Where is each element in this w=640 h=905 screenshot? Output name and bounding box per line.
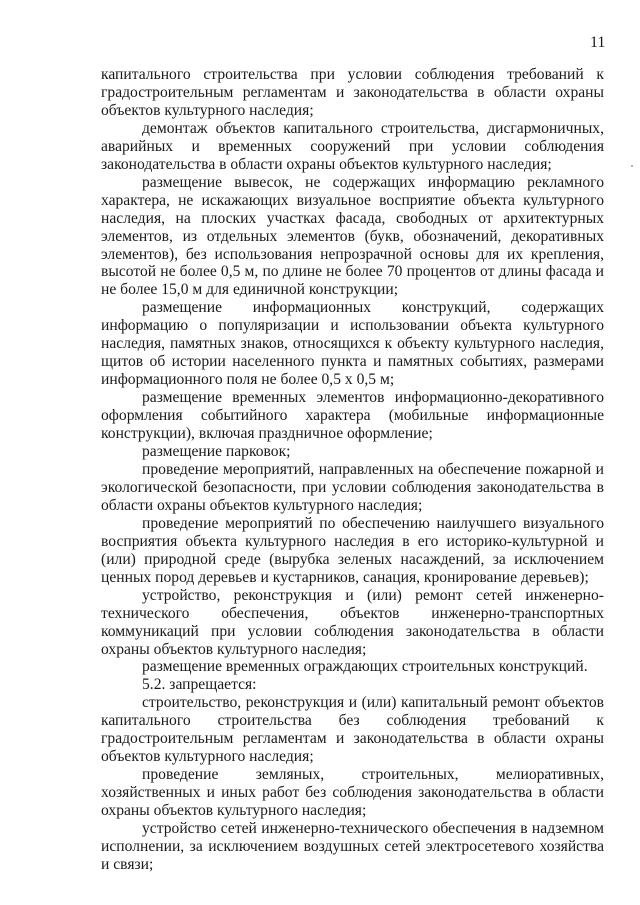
paragraph-capital-construction-continued: капитального строительства при условии соблюдения требований к градостроительным регламентам и законодательства в области охраны объектов культурного наследия; — [101, 66, 604, 119]
document-body — [101, 66, 604, 874]
scan-speck — [631, 165, 633, 167]
paragraph-visual-perception: проведение мероприятий по обеспечению наилучшего визуального восприятия объекта культурного наследия в его историко-культурной и (или) природной среде (вырубка зеленых насаждений, за исключением ценных пород деревьев и кустарников, санация, кронирование деревьев); — [101, 514, 604, 586]
paragraph-engineering-networks: устройство, реконструкция и (или) ремонт сетей инженерно-технического обеспечения, объектов инженерно-транспортных коммуникаций при условии соблюдения законодательства в области охраны объектов культурного наследия; — [101, 586, 604, 658]
page-number: 11 — [590, 34, 606, 51]
paragraph-information-structures: размещение информационных конструкций, содержащих информацию о популяризации и использовании объекта культурного наследия, памятных знаков, относящихся к объекту культурного наследия, щитов об истории населенного пункта и памятных событиях, размерами информационного поля не более 0,5 х 0,5 м; — [101, 299, 604, 389]
paragraph-temporary-fencing: размещение временных ограждающих строительных конструкций. — [142, 658, 588, 676]
paragraph-prohibited-construction: строительство, реконструкция и (или) капитальный ремонт объектов капитального строительства без соблюдения требований к градостроительным регламентам и законодательства в области охраны объектов культурного наследия; — [101, 694, 604, 766]
paragraph-parking: размещение парковок; — [142, 443, 291, 461]
paragraph-prohibited-overhead-networks: устройство сетей инженерно-технического обеспечения в надземном исполнении, за исключением воздушных сетей электросетевого хозяйства и связи; — [101, 820, 604, 873]
paragraph-signage: размещение вывесок, не содержащих информацию рекламного характера, не искажающих визуальное восприятие объекта культурного наследия, на плоских участках фасада, свободных от архитектурных элементов, из отдельных элементов (букв, обозначений, декоративных элементов), без использования непрозрачной основы для их крепления, высотой не более 0,5 м, по длине не более 70 процентов от длины фасада и не более 15,0 м для единичной конструкции; — [101, 173, 604, 299]
paragraph-fire-safety: проведение мероприятий, направленных на обеспечение пожарной и экологической безопасности, при условии соблюдения законодательства в области охраны объектов культурного наследия; — [101, 460, 604, 514]
paragraph-temporary-decor: размещение временных элементов информационно-декоративного оформления событийного характера (мобильные информационные конструкции), включая праздничное оформление; — [101, 389, 604, 443]
section-heading-prohibited: 5.2. запрещается: — [142, 676, 257, 694]
paragraph-demolition: демонтаж объектов капитального строительства, дисгармоничных, аварийных и временных сооружений при условии соблюдения законодательства в области охраны объектов культурного наследия; — [101, 119, 604, 173]
paragraph-prohibited-earthworks: проведение земляных, строительных, мелиоративных, хозяйственных и иных работ без соблюдения законодательства в области охраны объектов культурного наследия; — [101, 766, 604, 820]
